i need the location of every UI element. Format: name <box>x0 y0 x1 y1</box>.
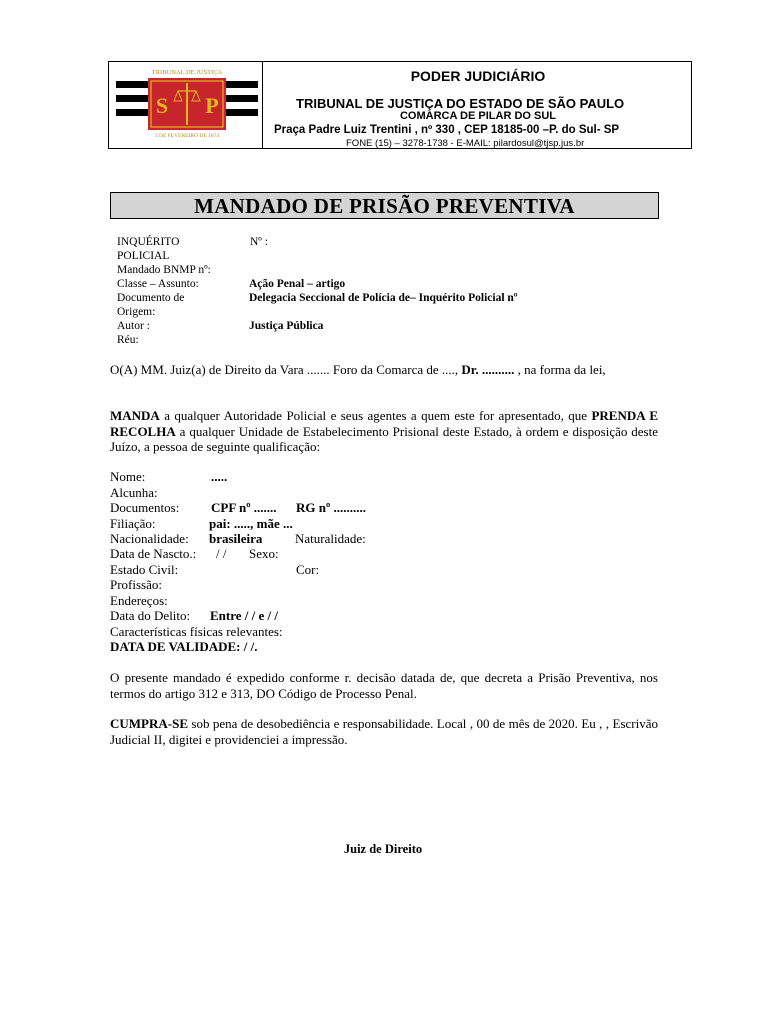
inquerito-label-2: POLICIAL <box>117 250 170 262</box>
nascto-label: Data de Nascto.: <box>110 546 197 561</box>
caracteristicas-label: Características físicas relevantes: <box>110 624 283 639</box>
rg-value: RG nº .......... <box>296 500 367 515</box>
header-line-address: Praça Padre Luiz Trentini , nº 330 , CEP 18185-00 –P. do Sul- SP <box>274 124 620 136</box>
paragraph-juiz: O(A) MM. Juiz(a) de Direito da Vara ....... Foro da Comarca de ...., Dr. .......... , na forma da lei, <box>110 362 606 377</box>
paragraph-expedido: O presente mandado é expedido conforme r. decisão datada de, que decreta a Prisão Preventiva, nos termos do artigo 312 e 313, DO Código de Processo Penal. <box>110 670 658 701</box>
documento-label-2: Origem: <box>117 306 156 318</box>
enderecos-label: Endereços: <box>110 593 168 608</box>
sexo-label: Sexo: <box>249 546 279 561</box>
signature-label: Juiz de Direito <box>343 842 423 856</box>
autor-value: Justiça Pública <box>249 320 324 332</box>
paragraph-manda: MANDA a qualquer Autoridade Policial e seus agentes a quem este for apresentado, que PRENDA E RECOLHA a qualquer Unidade de Estabelecimento Prisional deste Estado, à ordem e disposição deste Juízo, a pessoa de seguinte qualificação: <box>110 408 658 454</box>
nacionalidade-value: brasileira <box>209 531 263 546</box>
numero-label: Nº : <box>250 236 268 248</box>
inquerito-label-1: INQUÉRITO <box>117 236 180 248</box>
tjsp-seal-logo <box>108 61 263 149</box>
svg-text:TRIBUNAL DE JUSTIÇA: TRIBUNAL DE JUSTIÇA <box>151 69 223 76</box>
delito-label: Data do Delito: <box>110 608 191 623</box>
header-line-contact: FONE (15) – 3278-1738 - E-MAIL: pilardosul@tjsp.jus.br <box>346 138 585 149</box>
logo-cell <box>108 61 263 149</box>
alcunha-label: Alcunha: <box>110 485 158 500</box>
svg-text:3 DE FEVEREIRO DE 1874: 3 DE FEVEREIRO DE 1874 <box>154 133 220 139</box>
classe-label: Classe – Assunto: <box>117 278 199 290</box>
header-line-poder: PODER JUDICIÁRIO <box>410 68 546 84</box>
nascto-value: / / <box>216 546 227 561</box>
filiacao-label: Filiação: <box>110 516 156 531</box>
data-validade: DATA DE VALIDADE: / /. <box>110 639 258 654</box>
documento-value: Delegacia Seccional de Polícia de– Inquérito Policial nº <box>249 292 518 304</box>
svg-text:S: S <box>155 93 169 118</box>
estado-civil-label: Estado Civil: <box>110 562 179 577</box>
profissao-label: Profissão: <box>110 577 162 592</box>
mandado-bnmp-label: Mandado BNMP nº: <box>117 264 211 276</box>
paragraph-cumpra: CUMPRA-SE sob pena de desobediência e responsabilidade. Local , 00 de mês de 2020. Eu , , Escrivão Judicial II, digitei e providenciei a impressão. <box>110 716 658 747</box>
filiacao-value: pai: ....., mãe ... <box>209 516 293 531</box>
documentos-label: Documentos: <box>110 500 180 515</box>
naturalidade-label: Naturalidade: <box>295 531 366 546</box>
nacionalidade-label: Nacionalidade: <box>110 531 189 546</box>
document-title: MANDADO DE PRISÃO PREVENTIVA <box>110 192 659 219</box>
classe-value: Ação Penal – artigo <box>249 278 346 290</box>
reu-label: Réu: <box>117 334 139 346</box>
nome-label: Nome: <box>110 469 146 484</box>
header-line-tribunal: TRIBUNAL DE JUSTIÇA DO ESTADO DE SÃO PAULO <box>296 96 625 111</box>
svg-text:P: P <box>205 93 219 118</box>
nome-value: ..... <box>211 469 228 484</box>
delito-value: Entre / / e / / <box>210 608 279 623</box>
header-line-comarca: COMARCA DE PILAR DO SUL <box>399 110 557 122</box>
autor-label: Autor : <box>117 320 150 332</box>
cor-label: Cor: <box>296 562 320 577</box>
cpf-value: CPF nº ....... <box>211 500 277 515</box>
documento-label-1: Documento de <box>117 292 185 304</box>
